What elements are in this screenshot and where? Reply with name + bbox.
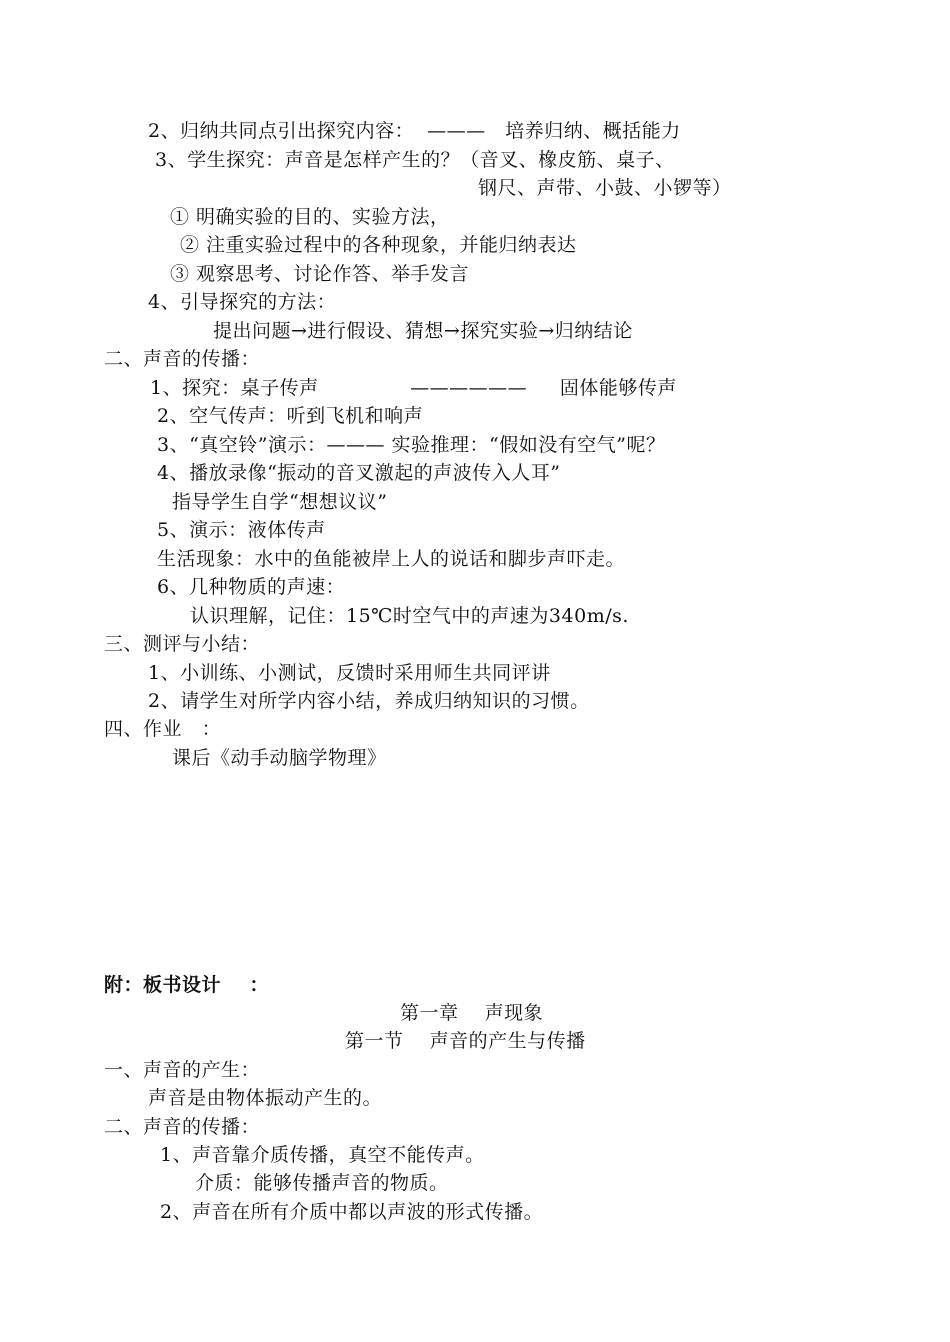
board-heading: 附：板书设计 ： — [104, 974, 269, 996]
lesson-line: 指导学生自学“想想议议” — [172, 491, 388, 513]
lesson-line: 3、“真空铃”演示：——— 实验推理：“假如没有空气”呢？ — [157, 434, 666, 456]
lesson-line: 2、请学生对所学内容小结，养成归纳知识的习惯。 — [148, 690, 590, 712]
board-line: 二、声音的传播： — [104, 1116, 261, 1138]
lesson-line: ② 注重实验过程中的各种现象，并能归纳表达 — [180, 234, 577, 256]
lesson-line: ① 明确实验的目的、实验方法， — [170, 206, 450, 228]
lesson-line: 钢尺、声带、小鼓、小锣等） — [478, 177, 732, 199]
section-heading: 三、测评与小结： — [104, 633, 261, 655]
lesson-line: 2、空气传声：听到飞机和响声 — [157, 405, 424, 427]
board-line: 介质：能够传播声音的物质。 — [195, 1172, 449, 1194]
lesson-line: ③ 观察思考、讨论作答、举手发言 — [170, 263, 470, 285]
lesson-line: 6、几种物质的声速： — [157, 576, 346, 598]
lesson-line: 5、演示：液体传声 — [157, 519, 326, 541]
lesson-line: 生活现象：水中的鱼能被岸上人的说话和脚步声吓走。 — [157, 548, 626, 570]
lesson-line: 1、探究：桌子传声 —————— 固体能够传声 — [150, 377, 677, 399]
section-heading: 二、声音的传播： — [104, 348, 261, 370]
section-heading: 四、作业 ： — [104, 718, 222, 740]
lesson-line: 认识理解，记住：15℃时空气中的声速为340m/s. — [190, 605, 629, 627]
lesson-line: 1、小训练、小测试，反馈时采用师生共同评讲 — [148, 662, 551, 684]
board-line: 2、声音在所有介质中都以声波的形式传播。 — [160, 1201, 544, 1223]
board-line: 声音是由物体振动产生的。 — [148, 1087, 383, 1109]
lesson-line: 课后《动手动脑学物理》 — [172, 747, 387, 769]
lesson-line: 3、学生探究：声音是怎样产生的？（音叉、橡皮筋、桌子、 — [155, 149, 675, 171]
lesson-line: 提出问题→进行假设、猜想→探究实验→归纳结论 — [213, 320, 633, 342]
board-section-title: 第一节 声音的产生与传播 — [345, 1030, 586, 1052]
board-chapter-title: 第一章 声现象 — [400, 1002, 544, 1024]
lesson-line: 4、播放录像“振动的音叉激起的声波传入人耳” — [157, 462, 561, 484]
lesson-line: 2、归纳共同点引出探究内容： ——— 培养归纳、概括能力 — [148, 120, 681, 142]
board-line: 一、声音的产生： — [104, 1059, 261, 1081]
lesson-line: 4、引导探究的方法： — [148, 291, 337, 313]
board-line: 1、声音靠介质传播，真空不能传声。 — [160, 1144, 485, 1166]
